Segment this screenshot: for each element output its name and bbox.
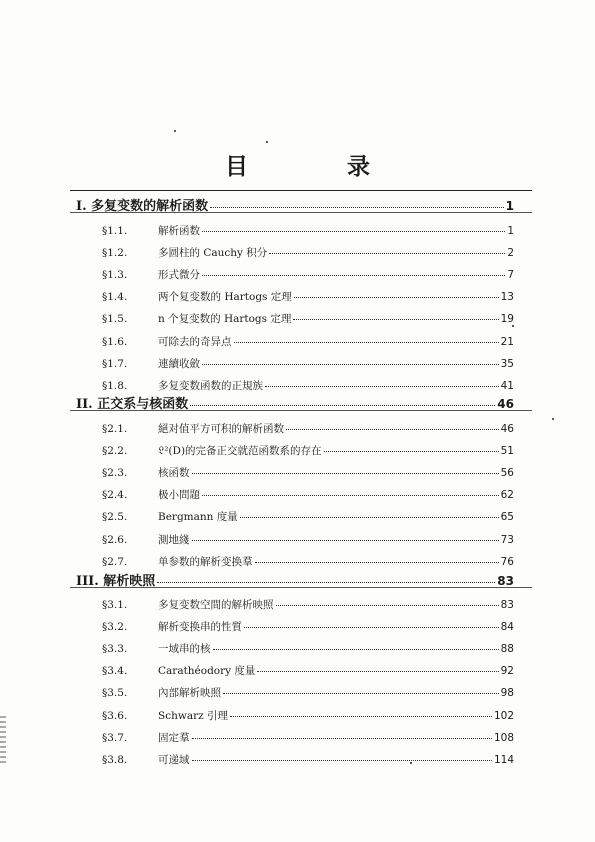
- section-page-number: 98: [500, 687, 514, 700]
- section-title: 极小問題: [158, 489, 200, 502]
- section-title: 核函数: [158, 467, 190, 480]
- scan-speck: [174, 130, 176, 132]
- section-page-number: 83: [500, 599, 514, 611]
- scan-speck: [512, 325, 514, 327]
- section-title: 連續收斂: [158, 357, 200, 370]
- section-page-number: 1: [507, 225, 514, 237]
- toc-section-entry[interactable]: [102, 378, 514, 394]
- section-label: [102, 641, 211, 656]
- chapter-rule: [70, 212, 532, 213]
- section-number: §1.7.: [102, 357, 128, 370]
- section-page-number: 41: [500, 379, 514, 392]
- section-number: §1.5.: [102, 313, 128, 326]
- section-label: [102, 532, 190, 547]
- section-title: 固定羣: [158, 731, 190, 744]
- toc-section-entry[interactable]: [102, 752, 514, 768]
- section-number: §3.3.: [102, 643, 128, 656]
- dot-leader: [324, 451, 499, 452]
- toc-section-entry[interactable]: [102, 554, 514, 570]
- section-number: §3.8.: [102, 753, 128, 766]
- section-label: [102, 378, 263, 393]
- dot-leader: [223, 693, 499, 694]
- section-label: [102, 245, 267, 260]
- section-page-number: 102: [493, 709, 514, 722]
- section-title: 解析函数: [158, 225, 200, 237]
- toc-section-entry[interactable]: [102, 597, 514, 613]
- dot-leader: [230, 716, 492, 717]
- chapter-page-number: 1: [505, 199, 514, 213]
- section-page-number: 35: [500, 357, 514, 370]
- scan-speck: [410, 762, 412, 764]
- toc-section-entry[interactable]: [102, 465, 514, 481]
- dot-leader: [294, 297, 499, 298]
- toc-section-entry[interactable]: [102, 685, 514, 701]
- toc-section-entry[interactable]: [102, 289, 514, 305]
- toc-section-entry[interactable]: [102, 267, 514, 283]
- chapter-title: III. 解析映照: [76, 574, 156, 589]
- dot-leader: [157, 582, 495, 583]
- dot-leader: [240, 517, 499, 518]
- dot-leader: [257, 671, 498, 672]
- section-label: [102, 487, 200, 502]
- dot-leader: [202, 275, 505, 276]
- section-label: [102, 708, 228, 723]
- dot-leader: [244, 627, 499, 628]
- section-label: [102, 619, 242, 634]
- dot-leader: [192, 540, 499, 541]
- section-page-number: 84: [500, 621, 514, 634]
- section-page-number: 7: [507, 269, 514, 282]
- toc-section-entry[interactable]: [102, 245, 514, 261]
- toc-section-entry[interactable]: [102, 641, 514, 657]
- section-number: §1.3.: [102, 269, 128, 282]
- section-page-number: 73: [500, 533, 514, 546]
- toc-section-entry[interactable]: [102, 730, 514, 746]
- chapter-title: II. 正交系与核函数: [76, 397, 189, 412]
- section-title: 单参数的解析变换羣: [158, 555, 253, 568]
- section-number: §2.6.: [102, 533, 128, 546]
- section-page-number: 21: [500, 335, 514, 348]
- section-label: [102, 465, 190, 480]
- chapter-title: I. 多复变数的解析函数: [76, 199, 209, 214]
- dot-leader: [255, 562, 499, 563]
- section-number: §1.1.: [102, 225, 128, 237]
- dot-leader: [265, 386, 499, 387]
- dot-leader: [192, 473, 499, 474]
- section-label: [102, 685, 221, 700]
- section-number: §1.8.: [102, 379, 128, 392]
- scan-speck: [552, 418, 554, 420]
- chapter-rule: [70, 410, 532, 411]
- chapter-page-number: 83: [497, 574, 514, 588]
- toc-section-entry[interactable]: [102, 487, 514, 503]
- toc-section-entry[interactable]: [102, 532, 514, 548]
- section-title: 形式微分: [158, 269, 200, 282]
- toc-section-entry[interactable]: [102, 619, 514, 635]
- section-title: 內部解析映照: [158, 687, 221, 700]
- dot-leader: [192, 738, 492, 739]
- section-page-number: 2: [507, 247, 514, 260]
- dot-leader: [190, 405, 495, 406]
- section-title: 解析变换串的性質: [158, 621, 242, 634]
- title-rule: [70, 190, 532, 191]
- scan-edge-mark: [0, 716, 6, 764]
- section-page-number: 46: [500, 423, 514, 435]
- section-number: §1.6.: [102, 335, 128, 348]
- section-label: [102, 509, 238, 524]
- section-number: §1.4.: [102, 291, 128, 304]
- section-number: §3.5.: [102, 687, 128, 700]
- section-title: 多复变数空間的解析映照: [158, 599, 274, 611]
- dot-leader: [202, 364, 499, 365]
- section-number: §3.6.: [102, 709, 128, 722]
- section-title: n 个复变数的 Hartogs 定理: [158, 313, 292, 326]
- toc-section-entry[interactable]: [102, 708, 514, 724]
- dot-leader: [202, 231, 505, 232]
- section-number: §3.2.: [102, 621, 128, 634]
- section-title: Schwarz 引理: [158, 709, 228, 722]
- toc-section-entry[interactable]: [102, 311, 514, 327]
- section-label: [102, 554, 253, 569]
- section-label: [102, 356, 200, 371]
- toc-section-entry[interactable]: [102, 663, 514, 679]
- section-title: Bergmann 度量: [158, 511, 238, 524]
- section-page-number: 76: [500, 555, 514, 568]
- dot-leader: [234, 342, 499, 343]
- section-label: [102, 334, 232, 349]
- section-title: Carathéodory 度量: [158, 665, 256, 678]
- section-title: 絕对值平方可积的解析函数: [158, 423, 284, 435]
- section-label: [102, 311, 291, 326]
- section-label: [102, 223, 200, 238]
- section-title: 𝔏²(D)的完备正交就范函数系的存在: [158, 445, 322, 458]
- section-title: 多圆柱的 Cauchy 积分: [158, 247, 268, 260]
- section-number: §1.2.: [102, 247, 128, 260]
- section-page-number: 65: [500, 511, 514, 524]
- page-title: 目 录: [225, 154, 408, 180]
- section-title: 多复变数函数的正規族: [158, 379, 263, 392]
- section-number: §2.7.: [102, 555, 128, 568]
- toc-section-entry[interactable]: [102, 334, 514, 350]
- section-page-number: 92: [500, 665, 514, 678]
- dot-leader: [269, 253, 505, 254]
- section-label: [102, 421, 284, 436]
- section-page-number: 56: [500, 467, 514, 480]
- section-title: 可递域: [158, 753, 190, 766]
- section-number: §2.3.: [102, 467, 128, 480]
- section-number: §3.7.: [102, 731, 128, 744]
- chapter-page-number: 46: [497, 397, 514, 411]
- section-page-number: 19: [500, 313, 514, 326]
- section-label: [102, 730, 190, 745]
- toc-section-entry[interactable]: [102, 356, 514, 372]
- section-title: 两个复变数的 Hartogs 定理: [158, 291, 292, 304]
- scan-speck: [266, 141, 268, 143]
- section-label: [102, 752, 190, 767]
- section-label: [102, 597, 274, 612]
- section-title: 測地綫: [158, 533, 190, 546]
- section-page-number: 51: [500, 445, 514, 458]
- section-number: §2.5.: [102, 511, 128, 524]
- section-number: §2.2.: [102, 445, 128, 458]
- dot-leader: [192, 760, 492, 761]
- dot-leader: [202, 495, 499, 496]
- section-number: §2.4.: [102, 489, 128, 502]
- dot-leader: [213, 649, 499, 650]
- section-title: 可除去的奇异点: [158, 335, 232, 348]
- toc-section-entry[interactable]: [102, 443, 514, 459]
- toc-section-entry[interactable]: [102, 509, 514, 525]
- section-number: §2.1.: [102, 423, 128, 435]
- section-label: [102, 289, 292, 304]
- section-label: [102, 663, 255, 678]
- dot-leader: [210, 207, 504, 208]
- section-number: §3.1.: [102, 599, 128, 611]
- chapter-rule: [70, 587, 532, 588]
- section-page-number: 13: [500, 291, 514, 304]
- section-label: [102, 267, 200, 282]
- section-label: [102, 443, 322, 458]
- dot-leader: [286, 429, 499, 430]
- section-page-number: 108: [493, 731, 514, 744]
- toc-section-entry[interactable]: [102, 223, 514, 239]
- toc-section-entry[interactable]: [102, 421, 514, 437]
- section-number: §3.4.: [102, 665, 128, 678]
- section-page-number: 62: [500, 489, 514, 502]
- section-title: 一域串的核: [158, 643, 211, 656]
- section-page-number: 114: [493, 753, 514, 766]
- dot-leader: [293, 319, 498, 320]
- dot-leader: [276, 605, 499, 606]
- section-page-number: 88: [500, 643, 514, 656]
